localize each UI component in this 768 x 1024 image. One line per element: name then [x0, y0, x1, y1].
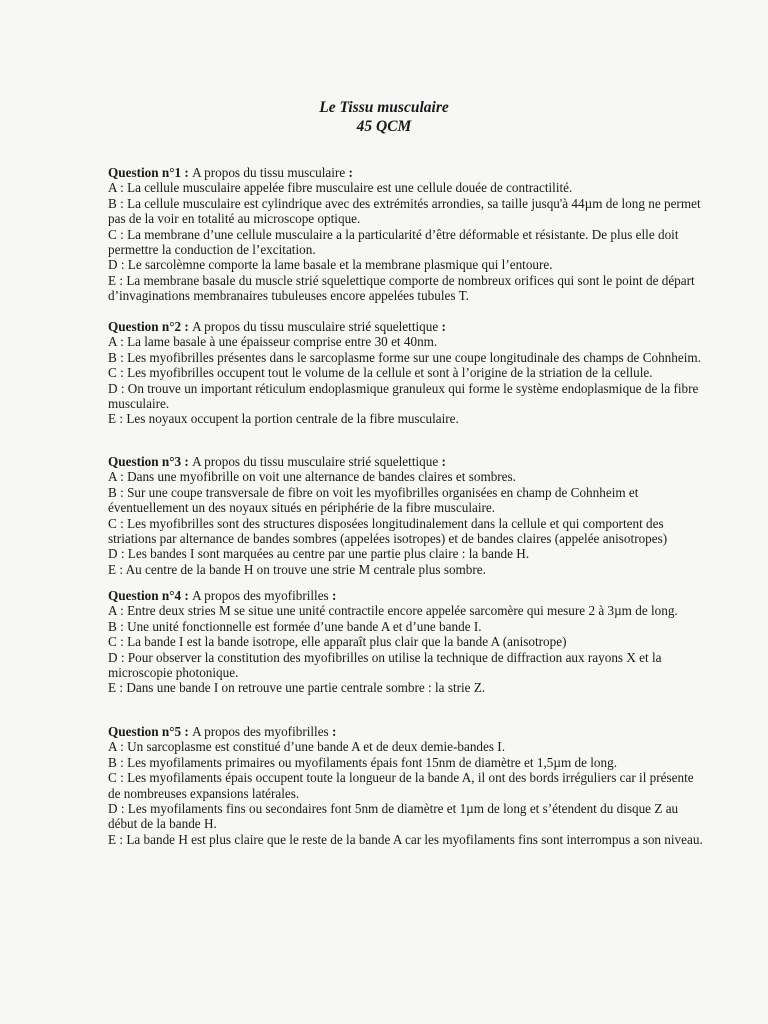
option-text: Les myofibrilles présentes dans le sarcoplasme forme sur une coupe longitudinale des champs de Cohnheim.	[127, 349, 701, 365]
option-text: Les myofilaments primaires ou myofilaments épais font 15nm de diamètre et 1,5µm de long.	[127, 754, 617, 770]
question-label: Question n°1	[108, 165, 182, 180]
option-text: La membrane d’une cellule musculaire a la particularité d’être déformable et résistante. De plus elle doit permettre la conduction de l’excitation.	[108, 226, 679, 258]
option-a: A : La cellule musculaire appelée fibre musculaire est une cellule douée de contractilité.	[108, 180, 573, 196]
question-topic: A propos du tissu musculaire	[192, 165, 346, 180]
option-d: D : Les myofilaments fins ou secondaires font 5nm de diamètre et 1µm de long et s’étendent du disque Z au début de la bande H.	[108, 801, 679, 832]
option-text: Les bandes I sont marquées au centre par une partie plus claire : la bande H.	[127, 546, 530, 562]
document-subtitle: 45 QCM	[356, 118, 412, 135]
option-e: E : La membrane basale du muscle strié squelettique comporte de nombreux orifices qui sont le point de départ d’invaginations membranaires tubuleuses encore appelées tubules T.	[108, 272, 695, 304]
option-text: Les myofibrilles sont des structures disposées longitudinalement dans la cellule et qui comportent des striations par alternance de bandes sombres (appelées isotropes) et de bandes claires (appelée anisotropes)	[108, 515, 668, 547]
option-text: On trouve un important réticulum endoplasmique granuleux qui forme le système endoplasmique de la fibre musculaire.	[108, 380, 699, 412]
question-heading: Question n°5 : A propos des myofibrilles :	[108, 724, 337, 739]
option-e: E : Les noyaux occupent la portion centrale de la fibre musculaire.	[108, 411, 459, 427]
question-5	[108, 724, 708, 847]
option-e: E : La bande H est plus claire que le reste de la bande A car les myofilaments fins sont interrompus a son niveau.	[108, 831, 703, 847]
option-text: Les noyaux occupent la portion centrale de la fibre musculaire.	[126, 411, 459, 427]
question-topic: A propos du tissu musculaire strié squelettique	[192, 454, 439, 469]
option-text: Les myofilaments épais occupent toute la longueur de la bande A, il ont des bords irréguliers car il présente de nombreuses expansions latérales.	[108, 770, 694, 801]
question-3	[108, 454, 708, 577]
option-text: La bande H est plus claire que le reste de la bande A car les myofilaments fins sont interrompus a son niveau.	[126, 831, 703, 847]
question-label: Question n°3	[108, 454, 182, 469]
option-text: Sur une coupe transversale de fibre on voit les myofibrilles organisées en champ de Cohnheim et éventuellement un des noyaux situés en périphérie de la fibre musculaire.	[108, 484, 639, 516]
option-text: La cellule musculaire appelée fibre musculaire est une cellule douée de contractilité.	[127, 180, 573, 196]
option-d: D : Les bandes I sont marquées au centre par une partie plus claire : la bande H.	[108, 546, 530, 562]
option-b: B : La cellule musculaire est cylindrique avec des extrémités arrondies, sa taille jusqu'à 44µm de long ne permet pas de la voir en totalité au microscope optique.	[108, 195, 701, 227]
option-c: C : Les myofibrilles occupent tout le volume de la cellule et sont à l’origine de la striation de la cellule.	[108, 365, 653, 381]
option-text: La membrane basale du muscle strié squelettique comporte de nombreux orifices qui sont le point de départ d’invaginations membranaires tubuleuses encore appelées tubules T.	[108, 272, 695, 304]
option-d: D : On trouve un important réticulum endoplasmique granuleux qui forme le système endoplasmique de la fibre musculaire.	[108, 380, 699, 412]
question-2	[108, 319, 708, 427]
option-c: C : La bande I est la bande isotrope, elle apparaît plus clair que la bande A (anisotrope)	[108, 634, 567, 650]
option-text: Les myofibrilles occupent tout le volume de la cellule et sont à l’origine de la striation de la cellule.	[127, 365, 653, 381]
option-e: E : Au centre de la bande H on trouve une strie M centrale plus sombre.	[108, 561, 486, 577]
question-label: Question n°4	[108, 588, 182, 603]
document-title: Le Tissu musculaire	[319, 99, 449, 116]
question-topic: A propos du tissu musculaire strié squelettique	[192, 319, 439, 334]
option-text: La cellule musculaire est cylindrique avec des extrémités arrondies, sa taille jusqu'à 44µm de long ne permet pas de la voir en totalité au microscope optique.	[108, 195, 701, 227]
question-topic: A propos des myofibrilles	[192, 588, 329, 603]
option-text: Les myofilaments fins ou secondaires font 5nm de diamètre et 1µm de long et s’étendent du disque Z au début de la bande H.	[108, 801, 679, 832]
option-e: E : Dans une bande I on retrouve une partie centrale sombre : la strie Z.	[108, 680, 486, 696]
option-c: C : La membrane d’une cellule musculaire a la particularité d’être déformable et résistante. De plus elle doit permettre la conduction de l’excitation.	[108, 226, 679, 258]
question-heading: Question n°1 : A propos du tissu musculaire :	[108, 165, 353, 180]
option-d: D : Le sarcolèmne comporte la lame basale et la membrane plasmique qui l’entoure.	[108, 257, 553, 273]
question-topic: A propos des myofibrilles	[192, 724, 329, 739]
option-text: Dans une bande I on retrouve une partie centrale sombre : la strie Z.	[126, 680, 486, 696]
option-text: La lame basale à une épaisseur comprise entre 30 et 40nm.	[127, 334, 438, 350]
option-text: Au centre de la bande H on trouve une strie M centrale plus sombre.	[125, 561, 486, 577]
option-text: Dans une myofibrille on voit une alternance de bandes claires et sombres.	[127, 469, 516, 485]
question-heading: Question n°4 : A propos des myofibrilles :	[108, 588, 337, 603]
question-1	[108, 165, 708, 304]
option-a: A : Dans une myofibrille on voit une alternance de bandes claires et sombres.	[108, 469, 516, 485]
option-text: La bande I est la bande isotrope, elle apparaît plus clair que la bande A (anisotrope)	[127, 634, 567, 650]
option-a: A : Un sarcoplasme est constitué d’une bande A et de deux demie-bandes I.	[108, 739, 505, 755]
question-heading: Question n°3 : A propos du tissu musculaire strié squelettique :	[108, 454, 446, 469]
option-a: A : La lame basale à une épaisseur comprise entre 30 et 40nm.	[108, 334, 438, 350]
question-4	[108, 588, 708, 696]
question-label: Question n°2	[108, 319, 182, 334]
option-b: B : Les myofibrilles présentes dans le sarcoplasme forme sur une coupe longitudinale des champs de Cohnheim.	[108, 349, 701, 365]
option-text: Entre deux stries M se situe une unité contractile encore appelée sarcomère qui mesure 2 à 3µm de long.	[127, 603, 678, 619]
question-label: Question n°5	[108, 724, 182, 739]
option-a: A : Entre deux stries M se situe une unité contractile encore appelée sarcomère qui mesure 2 à 3µm de long.	[108, 603, 678, 619]
question-heading: Question n°2 : A propos du tissu musculaire strié squelettique :	[108, 319, 446, 334]
option-c: C : Les myofibrilles sont des structures disposées longitudinalement dans la cellule et qui comportent des striations par alternance de bandes sombres (appelées isotropes) et de bandes claires (appelée anisotropes)	[108, 515, 668, 547]
option-b: B : Les myofilaments primaires ou myofilaments épais font 15nm de diamètre et 1,5µm de long.	[108, 754, 617, 770]
option-b: B : Sur une coupe transversale de fibre on voit les myofibrilles organisées en champ de Cohnheim et éventuellement un des noyaux situés en périphérie de la fibre musculaire.	[108, 484, 639, 516]
option-text: Le sarcolèmne comporte la lame basale et la membrane plasmique qui l’entoure.	[127, 257, 553, 273]
option-b: B : Une unité fonctionnelle est formée d’une bande A et d’une bande I.	[108, 618, 482, 634]
option-text: Pour observer la constitution des myofibrilles on utilise la technique de diffraction aux rayons X et la microscopie photonique.	[108, 649, 662, 681]
option-text: Un sarcoplasme est constitué d’une bande A et de deux demie-bandes I.	[127, 739, 505, 755]
option-c: C : Les myofilaments épais occupent toute la longueur de la bande A, il ont des bords irréguliers car il présente de nombreuses expansions latérales.	[108, 770, 694, 801]
option-text: Une unité fonctionnelle est formée d’une bande A et d’une bande I.	[127, 618, 482, 634]
option-d: D : Pour observer la constitution des myofibrilles on utilise la technique de diffraction aux rayons X et la microscopie photonique.	[108, 649, 662, 681]
